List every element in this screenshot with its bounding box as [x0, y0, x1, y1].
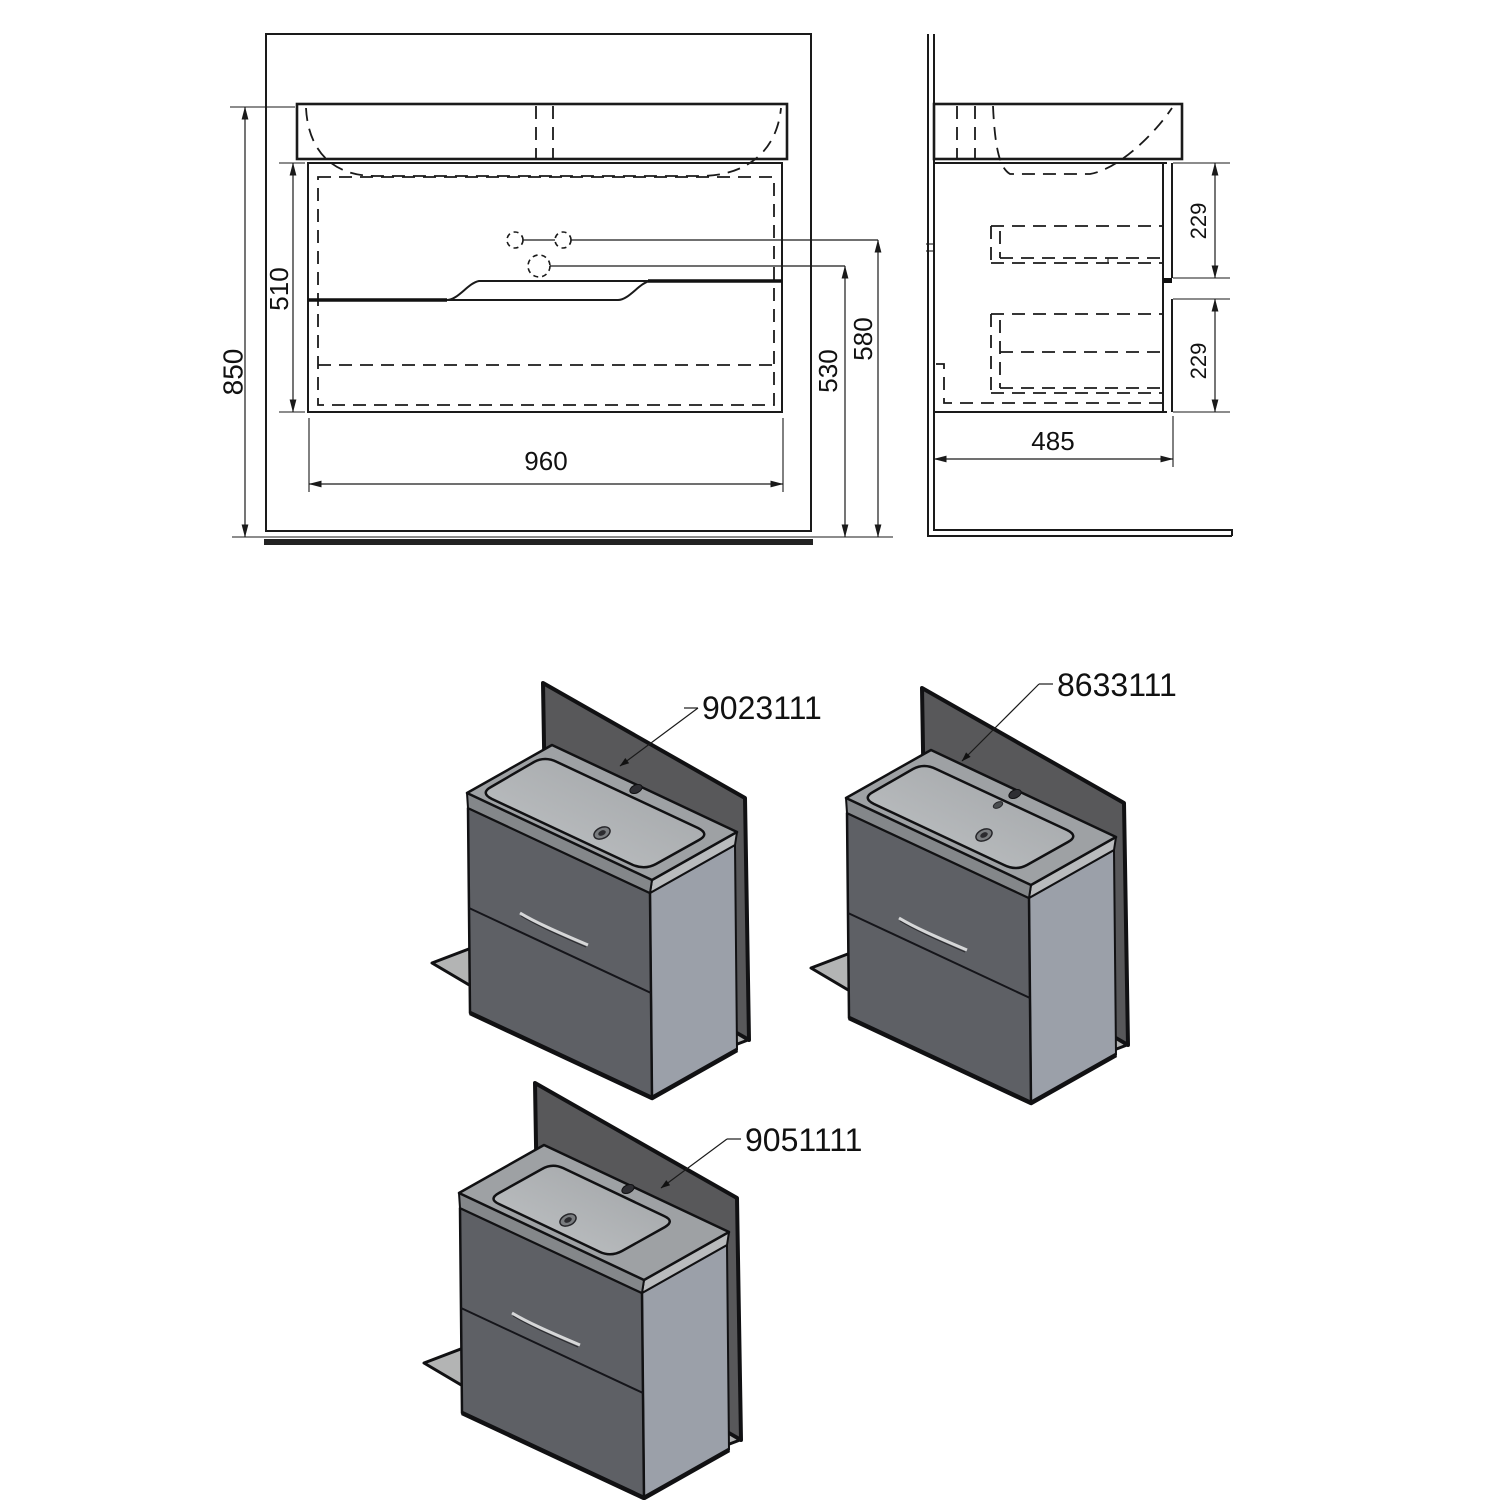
dim-229-lower-label: 229 [1185, 342, 1211, 380]
product-view-9023111 [432, 683, 749, 1098]
front-view [217, 34, 893, 545]
washbasin-side-outline [934, 104, 1182, 159]
wall-floor-inner [934, 34, 1232, 536]
dimension-229-upper [1173, 163, 1230, 278]
dim-485-label: 485 [1031, 426, 1075, 456]
drawer-gap-mark [1163, 278, 1172, 283]
product-code-9051111: 9051111 [745, 1122, 863, 1158]
product-view-9051111 [424, 1083, 741, 1498]
dim-850-label: 850 [217, 348, 249, 396]
dim-960-label: 960 [524, 446, 568, 476]
dimension-229-lower [1173, 299, 1230, 412]
dim-229-upper-label: 229 [1185, 202, 1211, 240]
dimension-580 [848, 240, 878, 537]
product-views [424, 667, 1177, 1498]
upper-drawer-hidden-box [991, 226, 1163, 263]
cabinet-back-recess-hidden [936, 364, 1163, 403]
dim-510-label: 510 [263, 267, 294, 311]
product-view-8633111 [811, 688, 1128, 1103]
lower-drawer-hidden-box [991, 314, 1163, 393]
side-view [926, 34, 1232, 536]
dim-530-label: 530 [812, 349, 843, 393]
wall-panel-base [264, 539, 813, 545]
dimension-530 [813, 266, 845, 537]
product-code-9023111: 9023111 [702, 690, 822, 726]
wall-floor-outer [928, 34, 1232, 536]
dim-580-label: 580 [847, 317, 878, 361]
dimension-485 [934, 416, 1173, 467]
product-code-8633111: 8633111 [1057, 667, 1177, 703]
cabinet-outline [308, 163, 782, 412]
